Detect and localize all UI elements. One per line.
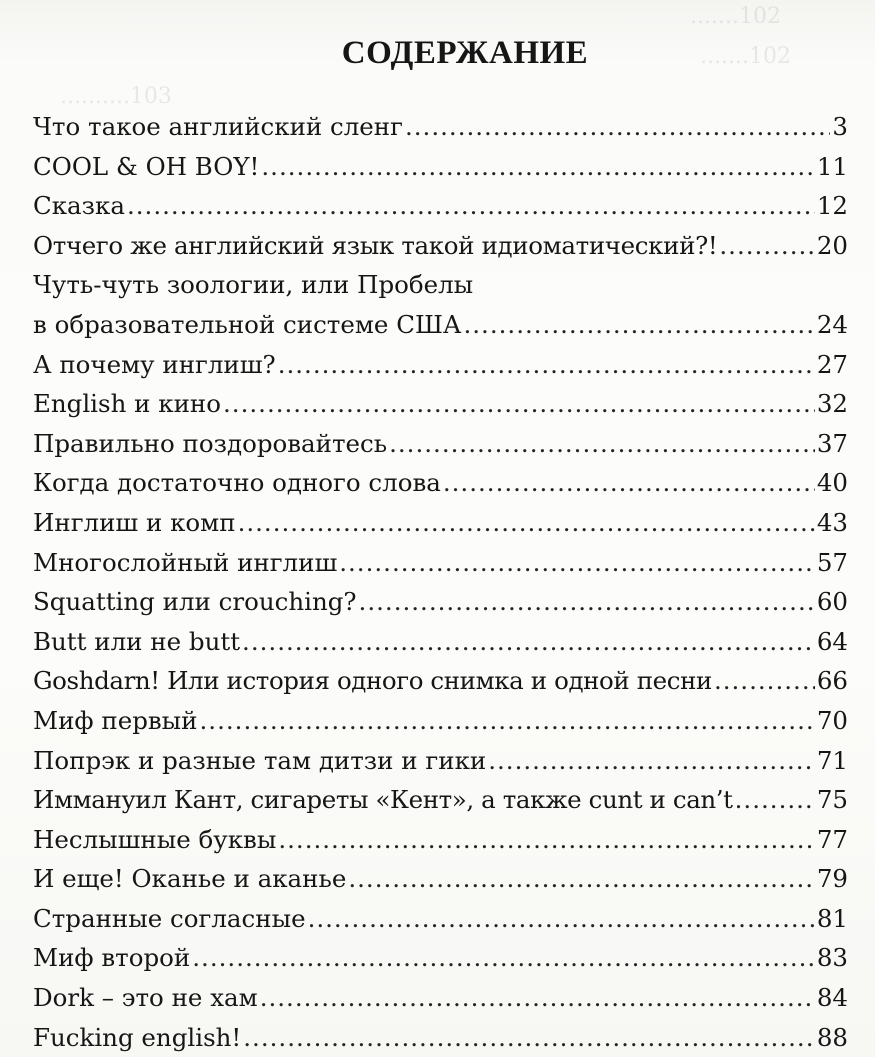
toc-entry-title: Dork – это не хам: [33, 983, 258, 1013]
toc-page-number: 40: [816, 468, 848, 498]
toc-page-number: 27: [816, 349, 848, 379]
bleed-through-text: .......102: [690, 4, 781, 29]
dot-leader: [192, 938, 815, 978]
page-title: СОДЕРЖАНИЕ: [341, 35, 589, 71]
toc-page-number: 71: [816, 745, 848, 775]
toc-entry[interactable]: [33, 899, 848, 939]
dot-leader: [238, 503, 815, 543]
toc-entry-title: в образовательной системе США: [33, 309, 462, 339]
toc-entry[interactable]: [33, 463, 848, 503]
dot-leader: [735, 780, 815, 820]
toc-entry-title: Что такое английский сленг: [33, 112, 403, 141]
toc-entry[interactable]: [33, 859, 848, 899]
toc-page-number: 75: [816, 785, 848, 815]
dot-leader: [127, 186, 815, 226]
toc-page-number: 88: [816, 1022, 848, 1052]
toc-page-number: 60: [816, 587, 848, 617]
toc-entry-title: Инглиш и комп: [33, 507, 236, 537]
toc-entry[interactable]: [33, 741, 848, 781]
toc-entry-title: Squatting или crouching?: [33, 587, 357, 617]
toc-entry[interactable]: [33, 226, 848, 266]
toc-entry-title: Многослойный инглиш: [33, 547, 338, 577]
toc-page-number: 3: [832, 112, 848, 141]
toc-page-number: 79: [816, 864, 848, 894]
dot-leader: [223, 384, 815, 424]
toc-entry-title: Попрэк и разные там дитзи и гики: [33, 745, 487, 775]
dot-leader: [405, 107, 830, 147]
dot-leader: [339, 543, 815, 583]
toc-entry-title: COOL & OH BOY!: [33, 151, 260, 181]
dot-leader: [200, 701, 815, 741]
toc-entry-title: Правильно поздоровайтесь: [33, 428, 388, 458]
dot-leader: [463, 305, 814, 345]
toc-page-number: 64: [816, 626, 848, 656]
dot-leader: [488, 741, 815, 781]
toc-entry-title: А почему инглиш?: [33, 349, 276, 379]
toc-entry[interactable]: [33, 780, 848, 820]
toc-page-number: 83: [816, 943, 848, 973]
toc-entry[interactable]: [33, 265, 848, 344]
toc-entry-title-line1: Чуть-чуть зоологии, или Пробелы: [33, 270, 474, 300]
toc-entry[interactable]: [33, 186, 848, 226]
toc-page-number: 81: [816, 903, 848, 933]
toc-page-number: 84: [816, 983, 848, 1013]
toc-page-number: 24: [816, 309, 848, 339]
toc-entry-title: Миф первый: [33, 705, 198, 735]
table-of-contents: [33, 107, 848, 1057]
toc-entry-title: Когда достаточно одного слова: [33, 468, 441, 498]
toc-entry-title: Сказка: [33, 191, 125, 221]
toc-page-number: 66: [816, 666, 848, 696]
toc-entry[interactable]: [33, 147, 848, 187]
toc-entry[interactable]: [33, 384, 848, 424]
dot-leader: [278, 345, 815, 385]
bleed-through-text: .......102: [700, 44, 791, 69]
toc-entry[interactable]: [33, 622, 848, 662]
toc-entry-title: Отчего же английский язык такой идиоматический?!: [33, 230, 718, 260]
toc-entry-title: Иммануил Кант, сигареты «Кент», а также cunt и can’t: [33, 785, 733, 815]
toc-entry[interactable]: [33, 424, 848, 464]
dot-leader: [243, 1018, 815, 1057]
toc-entry-title: И еще! Оканье и аканье: [33, 864, 347, 894]
dot-leader: [278, 820, 814, 860]
toc-entry[interactable]: [33, 938, 848, 978]
toc-entry-title: Butt или не butt: [33, 626, 241, 656]
dot-leader: [260, 978, 815, 1018]
toc-entry-title: Миф второй: [33, 943, 191, 973]
toc-page-number: 37: [816, 428, 848, 458]
toc-page-number: 11: [816, 151, 848, 181]
toc-entry[interactable]: [33, 661, 848, 701]
toc-entry[interactable]: [33, 543, 848, 583]
bleed-through-text: ..........103: [60, 84, 172, 109]
toc-page-number: 77: [816, 824, 848, 854]
toc-entry[interactable]: [33, 978, 848, 1018]
toc-page-number: 32: [816, 389, 848, 419]
toc-entry[interactable]: [33, 345, 848, 385]
toc-entry-title: Goshdarn! Или история одного снимка и одной песни: [33, 666, 712, 696]
dot-leader: [389, 424, 815, 464]
dot-leader: [348, 859, 814, 899]
dot-leader: [261, 147, 814, 187]
toc-entry[interactable]: [33, 701, 848, 741]
toc-page-number: 12: [816, 191, 848, 221]
dot-leader: [242, 622, 815, 662]
toc-page-number: 43: [816, 507, 848, 537]
toc-entry[interactable]: [33, 820, 848, 860]
dot-leader: [443, 463, 815, 503]
toc-entry[interactable]: [33, 1018, 848, 1057]
dot-leader: [719, 226, 814, 266]
toc-entry-title: English и кино: [33, 389, 221, 419]
toc-entry-title: Неслышные буквы: [33, 824, 277, 854]
toc-entry-title: Странные согласные: [33, 903, 306, 933]
dot-leader: [359, 582, 815, 622]
toc-entry[interactable]: [33, 107, 848, 147]
dot-leader: [308, 899, 815, 939]
toc-page-number: 70: [816, 705, 848, 735]
toc-entry[interactable]: [33, 582, 848, 622]
toc-page-number: 57: [816, 547, 848, 577]
toc-entry[interactable]: [33, 503, 848, 543]
toc-page-number: 20: [816, 230, 848, 260]
dot-leader: [714, 661, 815, 701]
toc-entry-title: Fucking english!: [33, 1022, 242, 1052]
